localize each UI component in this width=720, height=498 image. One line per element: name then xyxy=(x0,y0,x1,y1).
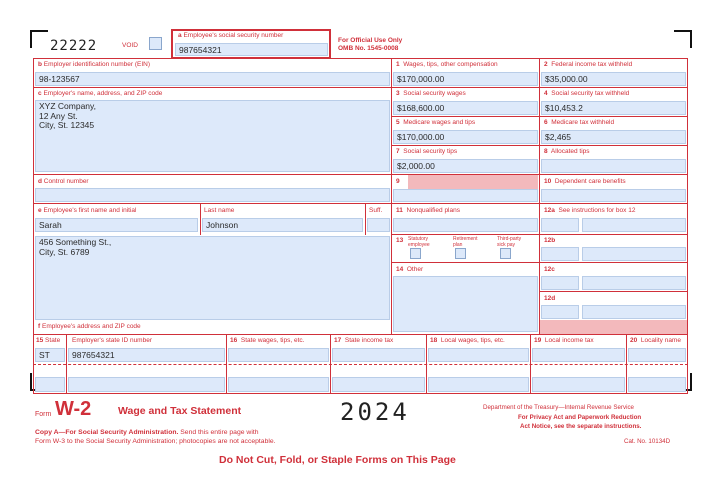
void-checkbox[interactable] xyxy=(149,37,162,50)
divider-mid xyxy=(391,58,392,334)
box13-label: 13 xyxy=(396,237,404,244)
box16-label: 16 State wages, tips, etc. xyxy=(230,337,305,344)
box7-field[interactable]: $2,000.00 xyxy=(393,159,538,173)
divider xyxy=(33,364,688,365)
box8-field[interactable] xyxy=(541,159,686,173)
box-c-label: c Employer's name, address, and ZIP code xyxy=(38,90,163,97)
box18-field-2[interactable] xyxy=(428,377,529,392)
tax-year: 2024 xyxy=(340,398,410,426)
box10-field[interactable] xyxy=(541,189,686,202)
box8-label: 8 Allocated tips xyxy=(544,148,590,155)
suffix-field[interactable] xyxy=(367,218,390,232)
box9-shaded xyxy=(408,175,538,189)
box12b-label: 12b xyxy=(544,237,556,244)
form-name: W-2 xyxy=(55,398,92,420)
box20-field-2[interactable] xyxy=(628,377,686,392)
box-e-label: e Employee's first name and initial xyxy=(38,207,137,214)
box12a-code[interactable] xyxy=(541,218,579,232)
control-number-field[interactable] xyxy=(35,188,390,202)
ssn-label: a Employee's social security number xyxy=(178,32,284,39)
divider xyxy=(365,203,366,235)
employee-address-field[interactable]: 456 Something St., City, St. 6789 xyxy=(35,236,390,320)
divider xyxy=(391,145,688,146)
box20-label: 20 Locality name xyxy=(630,337,681,344)
box-b-label: b Employer identification number (EIN) xyxy=(38,61,151,68)
sick-pay-checkbox[interactable] xyxy=(500,248,511,259)
form-title: Wage and Tax Statement xyxy=(118,405,242,417)
divider xyxy=(391,203,688,204)
divider xyxy=(539,262,688,263)
state-field-2[interactable] xyxy=(35,377,65,392)
box9-label: 9 xyxy=(396,178,400,185)
divider xyxy=(391,87,688,88)
sick-pay-label: Third-party sick pay xyxy=(497,236,522,248)
statutory-label: Statutory employee xyxy=(408,236,430,248)
box17-label: 17 State income tax xyxy=(334,337,394,344)
box4-label: 4 Social security tax withheld xyxy=(544,90,630,97)
box3-field[interactable]: $168,600.00 xyxy=(393,101,538,115)
box11-field[interactable] xyxy=(393,218,538,232)
box6-field[interactable]: $2,465 xyxy=(541,130,686,144)
box15-id-label: Employer's state ID number xyxy=(72,337,152,344)
void-label: VOID xyxy=(122,42,138,49)
retirement-label: Retirement plan xyxy=(453,236,478,248)
box4-field[interactable]: $10,453.2 xyxy=(541,101,686,115)
box18-field-1[interactable] xyxy=(428,348,529,362)
divider xyxy=(539,234,688,235)
divider xyxy=(391,262,539,263)
box19-label: 19 Local income tax xyxy=(534,337,594,344)
last-name-field[interactable]: Johnson xyxy=(202,218,363,232)
box10-label: 10 Dependent care benefits xyxy=(544,178,626,185)
box20-field-1[interactable] xyxy=(628,348,686,362)
box12b-code[interactable] xyxy=(541,247,579,261)
divider xyxy=(539,291,688,292)
box7-label: 7 Social security tips xyxy=(396,148,458,155)
box3-label: 3 Social security wages xyxy=(396,90,466,97)
box12c-label: 12c xyxy=(544,266,555,273)
box16-field-2[interactable] xyxy=(228,377,329,392)
box17-field-1[interactable] xyxy=(332,348,425,362)
box19-field-1[interactable] xyxy=(532,348,625,362)
divider-right xyxy=(539,58,540,334)
ein-field[interactable]: 98-123567 xyxy=(35,72,390,86)
employer-address-field[interactable]: XYZ Company, 12 Any St. City, St. 12345 xyxy=(35,100,390,172)
privacy-line2: Act Notice, see the separate instructions. xyxy=(520,423,642,430)
catalog-number: Cat. No. 10134D xyxy=(624,438,671,445)
box16-field-1[interactable] xyxy=(228,348,329,362)
box2-field[interactable]: $35,000.00 xyxy=(541,72,686,86)
divider xyxy=(391,116,688,117)
box14-field[interactable] xyxy=(393,276,538,332)
box-f-label: f Employee's address and ZIP code xyxy=(38,323,141,330)
divider xyxy=(200,203,201,235)
ssn-field[interactable]: 987654321 xyxy=(175,43,328,56)
control-code: 22222 xyxy=(50,38,98,54)
box17-field-2[interactable] xyxy=(332,377,425,392)
retirement-checkbox[interactable] xyxy=(455,248,466,259)
statutory-checkbox[interactable] xyxy=(410,248,421,259)
crop-mark-top-right xyxy=(674,30,692,48)
state-id-field-2[interactable] xyxy=(68,377,225,392)
divider xyxy=(33,87,391,88)
box1-label: 1 Wages, tips, other compensation xyxy=(396,61,498,68)
box15-label: 15 State xyxy=(36,337,61,344)
box12d-code[interactable] xyxy=(541,305,579,319)
box2-label: 2 Federal income tax withheld xyxy=(544,61,633,68)
box-d-label: d Control number xyxy=(38,178,89,185)
box1-field[interactable]: $170,000.00 xyxy=(393,72,538,86)
crop-mark-top-left xyxy=(30,30,48,48)
omb-number: OMB No. 1545-0008 xyxy=(338,45,399,52)
box5-field[interactable]: $170,000.00 xyxy=(393,130,538,144)
do-not-cut-warning: Do Not Cut, Fold, or Staple Forms on This Page xyxy=(219,454,456,466)
box14-label: 14 Other xyxy=(396,266,424,273)
box12d-amount[interactable] xyxy=(582,305,686,319)
first-name-field[interactable]: Sarah xyxy=(35,218,198,232)
box9-field[interactable] xyxy=(393,189,538,202)
box12d-label: 12d xyxy=(544,295,556,302)
box11-label: 11 Nonqualified plans xyxy=(396,207,460,214)
last-name-label: Last name xyxy=(204,207,235,214)
box6-label: 6 Medicare tax withheld xyxy=(544,119,615,126)
privacy-line1: For Privacy Act and Paperwork Reduction xyxy=(518,414,642,421)
state-field-1[interactable]: ST xyxy=(35,348,65,362)
divider xyxy=(391,234,539,235)
form-word: Form xyxy=(35,411,52,418)
box12-shaded xyxy=(540,320,687,334)
divider xyxy=(33,174,391,175)
state-id-field-1[interactable]: 987654321 xyxy=(68,348,225,362)
box12c-code[interactable] xyxy=(541,276,579,290)
box19-field-2[interactable] xyxy=(532,377,625,392)
copy-a-line2: Form W-3 to the Social Security Administration; photocopies are not acceptable. xyxy=(35,438,276,445)
department: Department of the Treasury—Internal Revenue Service xyxy=(483,404,634,411)
divider xyxy=(33,203,391,204)
suffix-label: Suff. xyxy=(369,207,383,214)
box5-label: 5 Medicare wages and tips xyxy=(396,119,476,126)
box12a-amount[interactable] xyxy=(582,218,686,232)
box18-label: 18 Local wages, tips, etc. xyxy=(430,337,505,344)
official-use-line1: For Official Use Only xyxy=(338,37,403,44)
box12a-label: 12a See instructions for box 12 xyxy=(544,207,636,214)
box12c-amount[interactable] xyxy=(582,276,686,290)
divider xyxy=(33,334,688,335)
copy-a-line1: Copy A—For Social Security Administration. Send this entire page with xyxy=(35,429,259,436)
box12b-amount[interactable] xyxy=(582,247,686,261)
